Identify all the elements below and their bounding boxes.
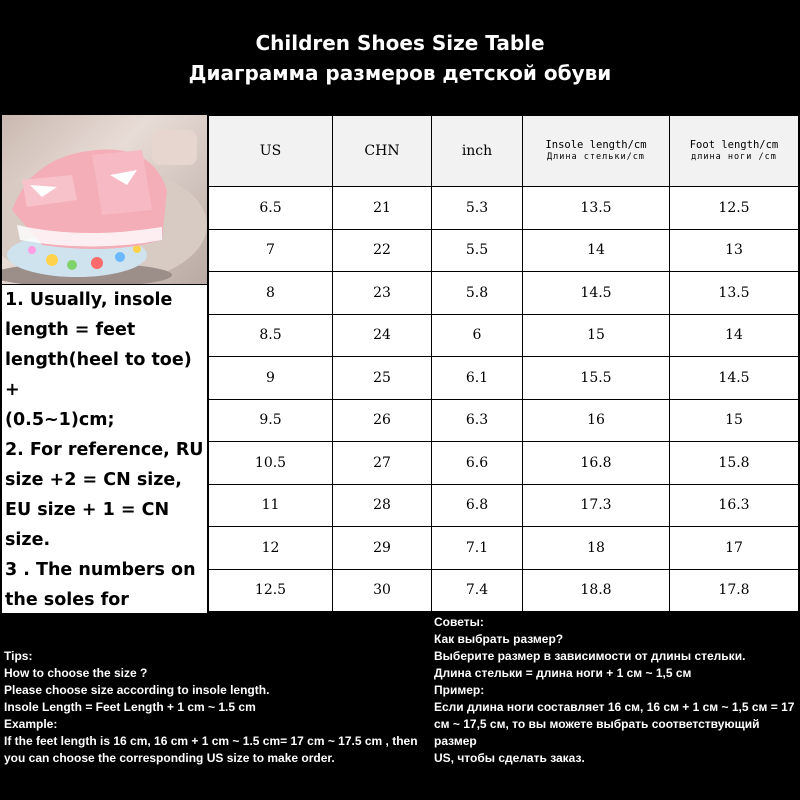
sandal-illustration bbox=[2, 115, 207, 284]
cell-insole: 14 bbox=[523, 229, 670, 272]
cell-insole: 15 bbox=[523, 314, 670, 357]
table-row bbox=[209, 314, 799, 357]
cell-inch: 6 bbox=[432, 314, 523, 357]
cell-us: 10.5 bbox=[209, 442, 333, 485]
cell-foot: 13 bbox=[670, 229, 799, 272]
table-row bbox=[209, 187, 799, 230]
cell-insole: 18 bbox=[523, 527, 670, 570]
cell-us: 9.5 bbox=[209, 399, 333, 442]
cell-chn: 25 bbox=[333, 357, 432, 400]
note-line: 3 . The numbers on bbox=[5, 560, 196, 580]
header-insole bbox=[523, 116, 670, 187]
header-foot bbox=[670, 116, 799, 187]
cell-inch: 6.1 bbox=[432, 357, 523, 400]
cell-chn: 27 bbox=[333, 442, 432, 485]
header-chn: CHN bbox=[333, 116, 432, 187]
header-inch: inch bbox=[432, 116, 523, 187]
cell-inch: 6.8 bbox=[432, 484, 523, 527]
tip-line: Example: bbox=[4, 717, 58, 731]
cell-foot: 15 bbox=[670, 399, 799, 442]
tip-line: Длина стельки = длина ноги + 1 см ~ 1,5 см bbox=[434, 666, 692, 680]
table-row bbox=[209, 442, 799, 485]
cell-us: 12 bbox=[209, 527, 333, 570]
table-row bbox=[209, 357, 799, 400]
header-us: US bbox=[209, 116, 333, 187]
cell-chn: 22 bbox=[333, 229, 432, 272]
title-russian: Диаграмма размеров детской обуви bbox=[188, 61, 612, 85]
notes-panel bbox=[2, 285, 207, 640]
table-row bbox=[209, 399, 799, 442]
header-insole-en: Insole length/cm bbox=[545, 139, 647, 151]
cell-us: 12.5 bbox=[209, 569, 333, 612]
header-foot-ru: длина ноги /cm bbox=[691, 152, 777, 162]
note-line: the soles for bbox=[5, 590, 129, 610]
tip-line: Please choose size according to insole length. bbox=[4, 683, 270, 697]
note-line: reference only; bbox=[5, 620, 156, 640]
table-row bbox=[209, 229, 799, 272]
tip-line: см ~ 17,5 см, то вы можете выбрать соответствующий размер bbox=[434, 717, 760, 748]
cell-us: 7 bbox=[209, 229, 333, 272]
note-line: size +2 = CN size, bbox=[5, 470, 182, 490]
cell-inch: 6.3 bbox=[432, 399, 523, 442]
cell-inch: 7.4 bbox=[432, 569, 523, 612]
table-row bbox=[209, 569, 799, 612]
tip-line: you can choose the corresponding US size to make order. bbox=[4, 751, 335, 765]
size-table bbox=[208, 115, 799, 612]
cell-foot: 16.3 bbox=[670, 484, 799, 527]
tips-russian bbox=[434, 614, 796, 767]
tip-line: Советы: bbox=[434, 615, 484, 629]
table-row bbox=[209, 484, 799, 527]
note-line: (0.5~1)cm; bbox=[5, 410, 115, 430]
cell-foot: 14 bbox=[670, 314, 799, 357]
tip-line: Insole Length = Feet Length + 1 cm ~ 1.5 cm bbox=[4, 700, 256, 714]
cell-inch: 5.5 bbox=[432, 229, 523, 272]
cell-foot: 17.8 bbox=[670, 569, 799, 612]
cell-chn: 24 bbox=[333, 314, 432, 357]
cell-insole: 15.5 bbox=[523, 357, 670, 400]
header-insole-ru: Длина стельки/cm bbox=[547, 152, 645, 162]
tip-line: If the feet length is 16 cm, 16 cm + 1 cm ~ 1.5 cm= 17 cm ~ 17.5 cm , then bbox=[4, 734, 418, 748]
tip-line: Tips: bbox=[4, 649, 33, 663]
tip-line: How to choose the size ? bbox=[4, 666, 148, 680]
cell-chn: 21 bbox=[333, 187, 432, 230]
cell-us: 11 bbox=[209, 484, 333, 527]
cell-chn: 29 bbox=[333, 527, 432, 570]
cell-inch: 7.1 bbox=[432, 527, 523, 570]
page-title bbox=[0, 28, 800, 88]
cell-insole: 18.8 bbox=[523, 569, 670, 612]
tips-english bbox=[4, 648, 424, 767]
tip-line: Пример: bbox=[434, 683, 485, 697]
tip-line: US, чтобы сделать заказ. bbox=[434, 751, 585, 765]
cell-foot: 17 bbox=[670, 527, 799, 570]
cell-inch: 6.6 bbox=[432, 442, 523, 485]
cell-chn: 23 bbox=[333, 272, 432, 315]
note-line: size. bbox=[5, 530, 51, 550]
cell-inch: 5.8 bbox=[432, 272, 523, 315]
cell-foot: 12.5 bbox=[670, 187, 799, 230]
tip-line: Как выбрать размер? bbox=[434, 632, 564, 646]
table-header-row bbox=[209, 116, 799, 187]
cell-foot: 14.5 bbox=[670, 357, 799, 400]
cell-inch: 5.3 bbox=[432, 187, 523, 230]
table-row bbox=[209, 527, 799, 570]
cell-insole: 13.5 bbox=[523, 187, 670, 230]
cell-chn: 30 bbox=[333, 569, 432, 612]
note-line: 2. For reference, RU bbox=[5, 440, 204, 460]
cell-us: 8.5 bbox=[209, 314, 333, 357]
cell-insole: 16.8 bbox=[523, 442, 670, 485]
cell-us: 6.5 bbox=[209, 187, 333, 230]
product-photo bbox=[2, 115, 207, 284]
note-line: length = feet bbox=[5, 320, 136, 340]
table-row bbox=[209, 272, 799, 315]
note-line: length(heel to toe) + bbox=[5, 350, 192, 400]
note-line: 1. Usually, insole bbox=[5, 290, 173, 310]
cell-foot: 15.8 bbox=[670, 442, 799, 485]
title-english: Children Shoes Size Table bbox=[255, 31, 545, 55]
cell-insole: 17.3 bbox=[523, 484, 670, 527]
cell-insole: 14.5 bbox=[523, 272, 670, 315]
tip-line: Если длина ноги составляет 16 см, 16 см + 1 см ~ 1,5 см = 17 bbox=[434, 700, 795, 714]
cell-chn: 26 bbox=[333, 399, 432, 442]
header-foot-en: Foot length/cm bbox=[689, 139, 779, 151]
cell-foot: 13.5 bbox=[670, 272, 799, 315]
cell-us: 9 bbox=[209, 357, 333, 400]
cell-insole: 16 bbox=[523, 399, 670, 442]
note-line: EU size + 1 = CN bbox=[5, 500, 170, 520]
tip-line: Выберите размер в зависимости от длины стельки. bbox=[434, 649, 746, 663]
cell-us: 8 bbox=[209, 272, 333, 315]
cell-chn: 28 bbox=[333, 484, 432, 527]
